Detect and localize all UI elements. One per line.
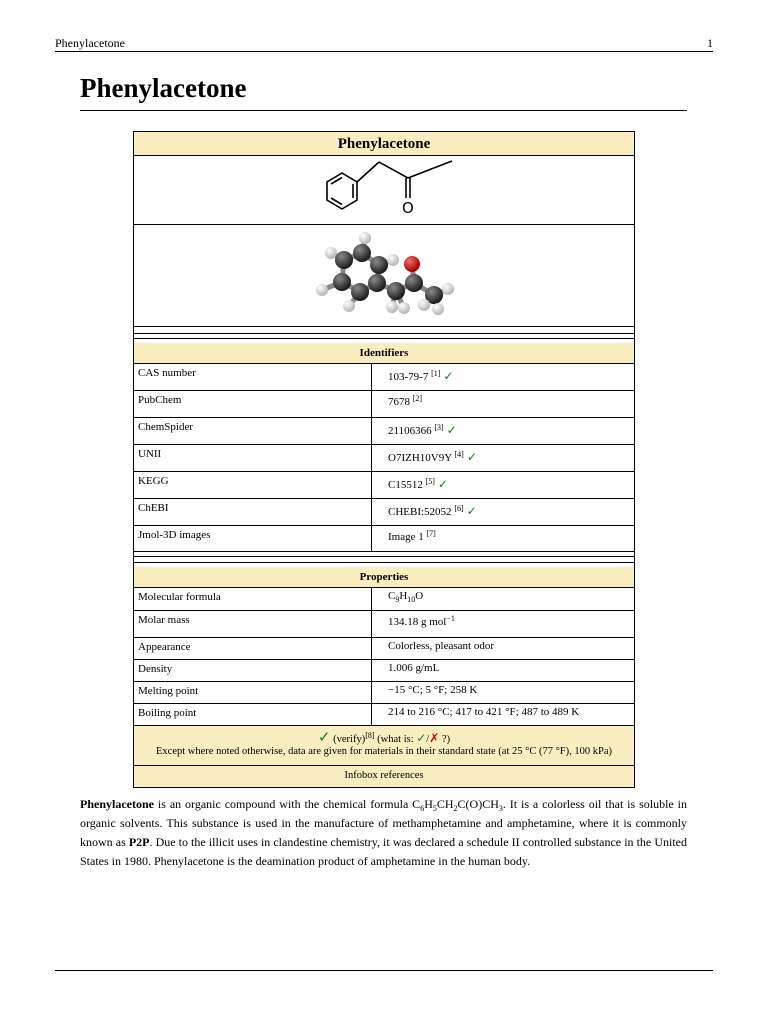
molecular-formula-value (371, 588, 634, 610)
verify-line (134, 728, 634, 746)
identifier-row-chemspider (134, 418, 634, 445)
verified-check-icon: ✓ (466, 504, 477, 518)
row-label: KEGG (138, 475, 169, 487)
identifier-row-chebi (134, 499, 634, 526)
formula-subscript: 2 (453, 804, 458, 813)
running-header (55, 36, 713, 52)
pubchem-ref[interactable]: [2] (412, 394, 423, 403)
legend-slash: / (426, 734, 430, 745)
property-row-formula (134, 588, 634, 611)
identifier-row-pubchem (134, 391, 634, 418)
chebi-ref[interactable]: [6] (454, 504, 464, 513)
verified-check-icon: ✓ (437, 477, 448, 491)
row-value (371, 391, 634, 417)
row-label: Density (138, 663, 173, 675)
verified-check-icon: ✓ (466, 450, 477, 464)
identifier-row-jmol (134, 526, 634, 552)
intro-paragraph (80, 795, 687, 871)
formula-o: O (415, 590, 424, 602)
row-label: UNII (138, 448, 162, 460)
footer-rule (55, 970, 713, 971)
ball-stick-svg (134, 225, 634, 326)
property-row-melting-point (134, 682, 634, 704)
section-divider (134, 338, 634, 339)
para-text: CH (436, 797, 454, 811)
row-value: Colorless, pleasant odor (371, 638, 634, 659)
row-label: Molecular formula (138, 591, 221, 603)
para-text: C(O)CH (457, 797, 499, 811)
formula-h-count: 10 (407, 595, 416, 604)
row-value (371, 445, 634, 471)
row-label: Boiling point (138, 707, 197, 719)
running-title: Phenylacetone (55, 36, 125, 50)
infobox-footnote (134, 726, 634, 766)
row-label: PubChem (138, 394, 182, 406)
what-is-close: ?) (441, 734, 451, 745)
properties-heading: Properties (134, 567, 634, 588)
verified-check-icon: ✓ (317, 728, 331, 746)
bold-title-term: Phenylacetone (80, 797, 154, 811)
row-label: Jmol-3D images (138, 529, 211, 541)
cross-legend-icon[interactable]: ✗ (429, 731, 440, 745)
para-text: . It is a colorless oil that is soluble in organic solvents. This substance is used in the manufacture of methamphetamine and amphetamine, where it is commonly known as (80, 797, 687, 849)
formula-subscript: 6 (420, 804, 425, 813)
row-value: −15 °C; 5 °F; 258 K (371, 682, 634, 703)
row-label: Melting point (138, 685, 199, 697)
identifiers-heading: Identifiers (134, 343, 634, 364)
standard-state-note: Except where noted otherwise, data are given for materials in their standard state (at 25 °C (77 °F), 100 kPa) (156, 746, 612, 757)
unii-link[interactable]: O7IZH10V9Y (388, 452, 452, 464)
row-value (371, 418, 634, 444)
identifier-row-unii (134, 445, 634, 472)
property-row-boiling-point (134, 704, 634, 726)
formula-subscript: 3 (498, 804, 503, 813)
what-is-text: (what is: (377, 734, 414, 745)
verified-check-icon: ✓ (443, 369, 454, 383)
skeletal-structure-image (134, 156, 634, 225)
row-value: 214 to 216 °C; 417 to 421 °F; 487 to 489 K (371, 704, 634, 725)
property-row-appearance (134, 638, 634, 660)
formula-c: C (388, 590, 396, 602)
check-legend-icon[interactable]: ✓ (416, 731, 427, 745)
verified-check-icon: ✓ (446, 423, 457, 437)
cas-link[interactable]: 103-79-7 (388, 371, 429, 383)
section-divider (134, 556, 634, 557)
identifier-row-kegg (134, 472, 634, 499)
verify-ref[interactable]: [8] (365, 731, 375, 740)
ball-and-stick-model-image (134, 225, 634, 327)
header-rule (55, 51, 713, 52)
row-label: CAS number (138, 367, 196, 379)
section-divider (134, 562, 634, 563)
property-row-density (134, 660, 634, 682)
molar-mass-exponent: −1 (446, 614, 455, 623)
jmol-link[interactable]: Image 1 (388, 531, 424, 543)
title-rule (80, 110, 687, 111)
chemspider-ref[interactable]: [3] (434, 423, 444, 432)
unii-ref[interactable]: [4] (454, 450, 464, 459)
row-value (371, 472, 634, 498)
identifier-row-cas (134, 364, 634, 391)
cas-ref[interactable]: [1] (431, 369, 441, 378)
para-text: is an organic compound with the chemical formula C (154, 797, 421, 811)
row-value (371, 526, 634, 551)
property-row-molar-mass (134, 611, 634, 638)
bold-p2p-term: P2P (128, 835, 150, 849)
kegg-link[interactable]: C15512 (388, 479, 423, 491)
chebi-link[interactable]: CHEBI:52052 (388, 506, 452, 518)
row-label: Molar mass (138, 614, 190, 626)
infobox-caption: Phenylacetone (134, 132, 634, 156)
formula-subscript: 5 (432, 804, 437, 813)
para-text: . Due to the illicit uses in clandestine chemistry, it was declared a schedule II controlled substance in the United States in 1980. Phenylacetone is the deamination product of amphetamine in the human body. (80, 835, 687, 868)
molar-mass-value (371, 611, 634, 637)
row-value (371, 364, 634, 390)
row-value: 1.006 g/mL (371, 660, 634, 681)
page-title: Phenylacetone (80, 73, 247, 103)
row-label: ChEBI (138, 502, 169, 514)
kegg-ref[interactable]: [5] (425, 477, 435, 486)
pubchem-link[interactable]: 7678 (388, 396, 410, 408)
formula-c-count: 9 (395, 595, 400, 604)
jmol-ref[interactable]: [7] (426, 529, 436, 538)
row-label: ChemSpider (138, 421, 193, 433)
molar-mass-number: 134.18 g mol (388, 616, 447, 628)
para-text: H (424, 797, 433, 811)
row-label: Appearance (138, 641, 191, 653)
infobox-references-link[interactable]: Infobox references (134, 766, 634, 787)
skeletal-formula-svg (134, 156, 634, 224)
infobox (133, 131, 635, 788)
page-number: 1 (707, 36, 713, 50)
formula-h: H (399, 590, 408, 602)
oxygen-atom (404, 256, 420, 272)
oxygen-label: O (402, 199, 414, 217)
chemspider-link[interactable]: 21106366 (388, 425, 432, 437)
verify-link[interactable]: (verify) (333, 734, 366, 745)
row-value (371, 499, 634, 525)
section-divider (134, 333, 634, 334)
